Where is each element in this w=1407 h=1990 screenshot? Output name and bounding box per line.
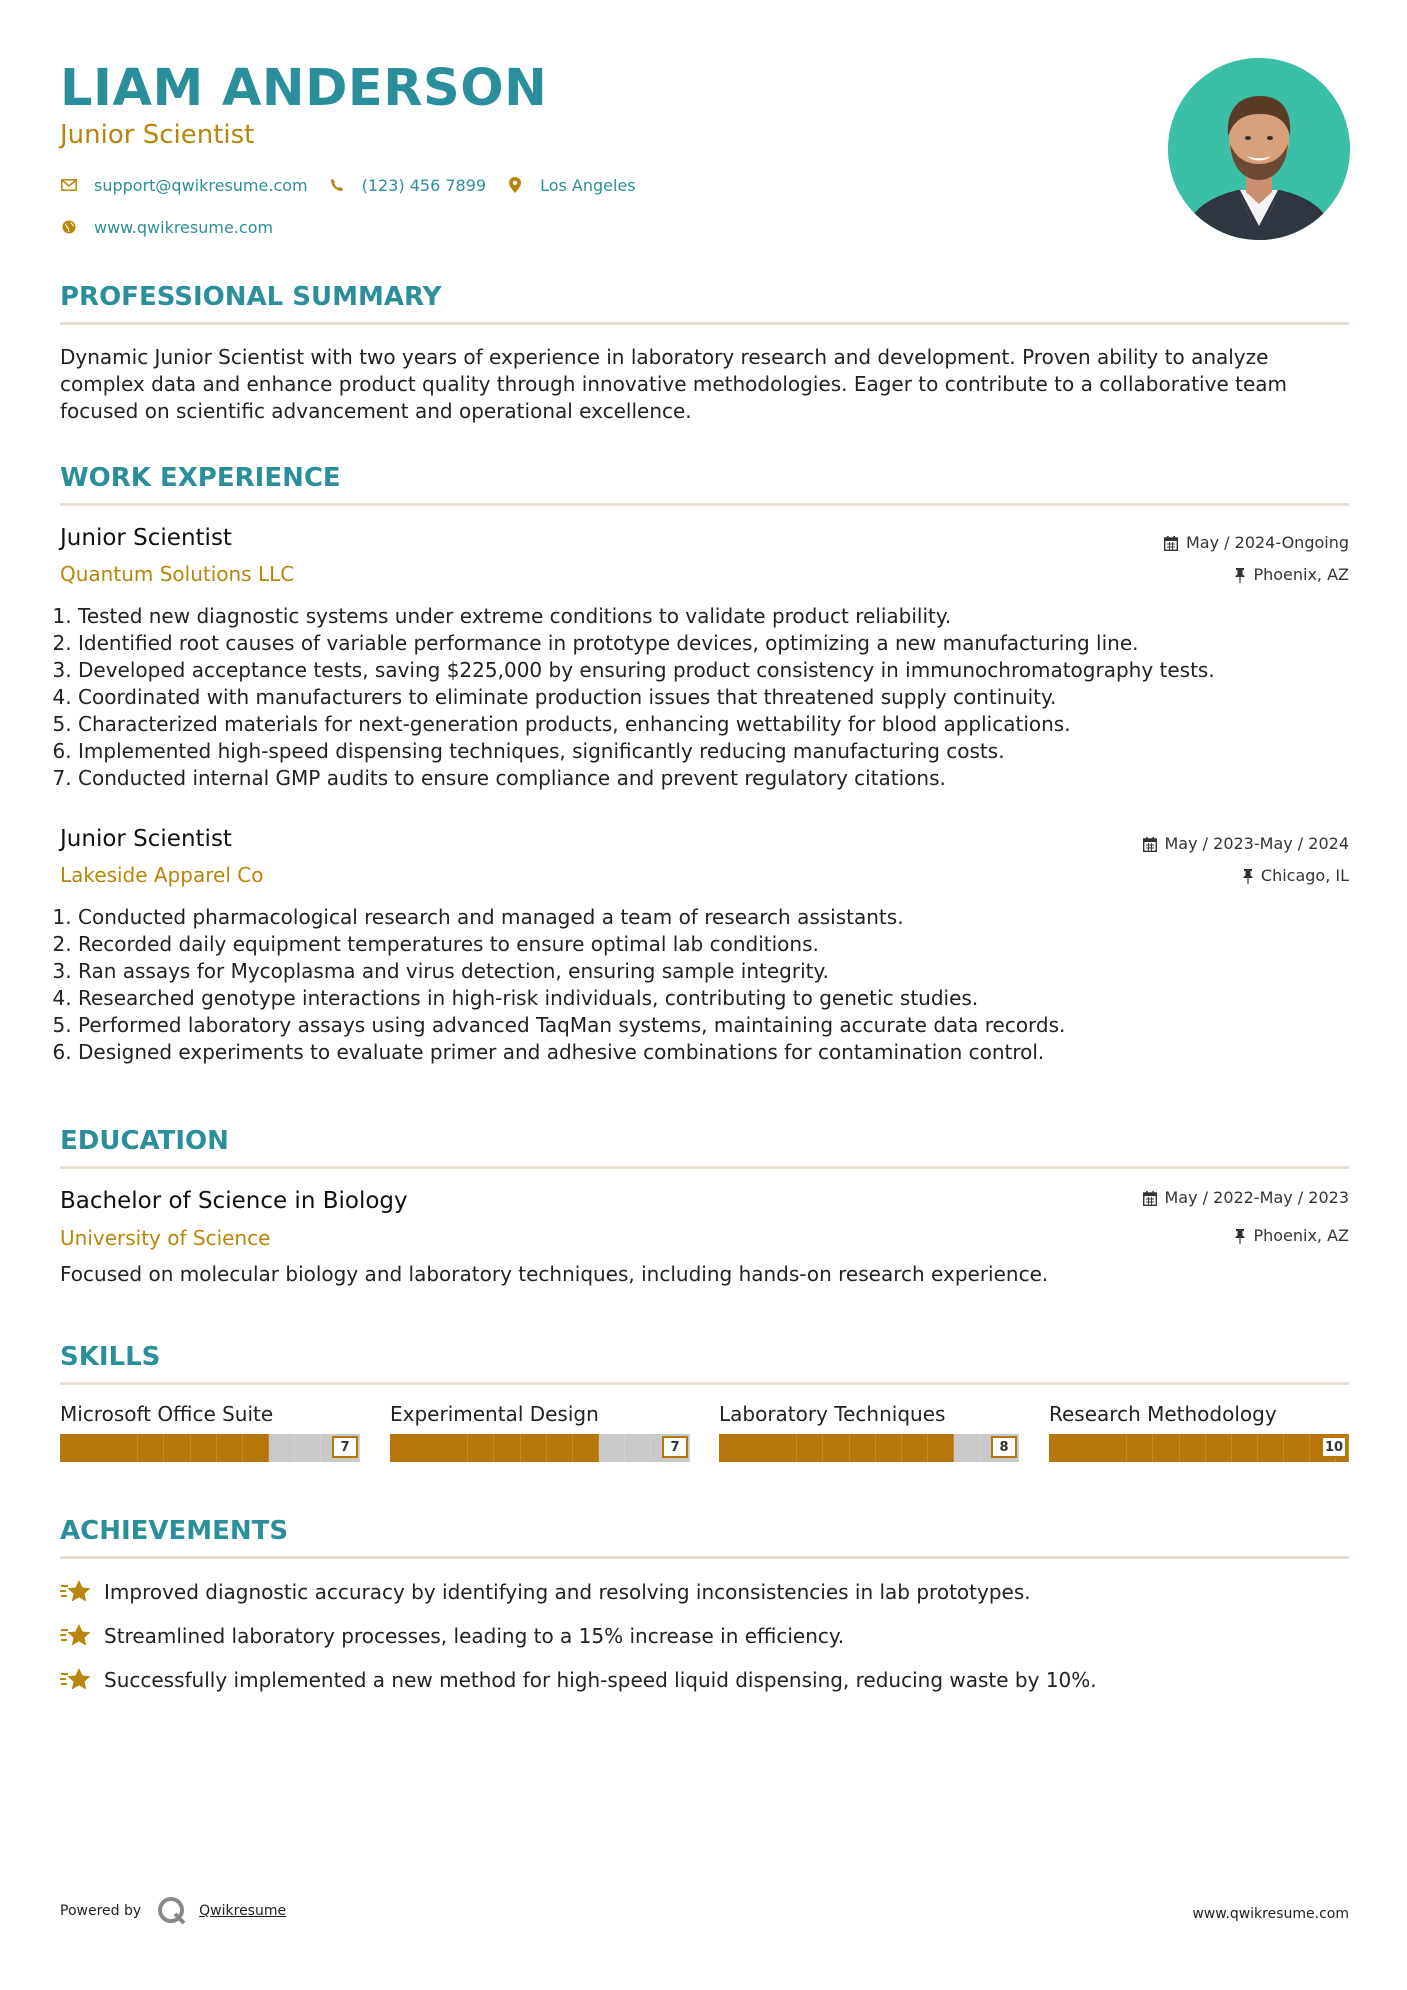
star-icon (60, 1578, 92, 1606)
skill-bar-segment (1284, 1434, 1310, 1462)
list-item: 2. Recorded daily equipment temperatures to ensure optimal lab conditions. (78, 931, 1378, 958)
education-degree: Bachelor of Science in Biology (60, 1188, 408, 1214)
job-dates: May / 2024-Ongoing (1164, 532, 1349, 554)
job-location: Chicago, IL (1243, 865, 1349, 887)
star-icon (60, 1666, 92, 1694)
skill-bar-segment (850, 1434, 876, 1462)
globe-icon (60, 218, 78, 236)
list-item: 2. Identified root causes of variable performance in prototype devices, optimizing a new manufacturing line. (78, 630, 1378, 657)
education-description: Focused on molecular biology and laboratory techniques, including hands-on research experience. (60, 1262, 1049, 1286)
section-divider (60, 1382, 1349, 1385)
footer-powered-by (60, 1896, 286, 1926)
skill-bar-segment (928, 1434, 954, 1462)
list-item: 5. Performed laboratory assays using advanced TaqMan systems, maintaining accurate data records. (78, 1012, 1378, 1039)
list-item: 5. Characterized materials for next-generation products, enhancing wettability for blood applications. (78, 711, 1378, 738)
job-title: Junior Scientist (60, 525, 232, 551)
education-location: Phoenix, AZ (1235, 1225, 1349, 1247)
website-text: www.qwikresume.com (94, 217, 274, 237)
thumbtack-icon (1243, 869, 1253, 884)
map-pin-icon (506, 176, 524, 194)
education-school: University of Science (60, 1226, 271, 1250)
contact-phone[interactable] (328, 176, 486, 195)
list-item: 3. Ran assays for Mycoplasma and virus detection, ensuring sample integrity. (78, 958, 1378, 985)
skill-bar-segment (164, 1434, 190, 1462)
skill-level-badge: 7 (332, 1436, 358, 1458)
skill-bar-segment (1049, 1434, 1127, 1462)
section-divider (60, 503, 1349, 506)
thumbtack-icon (1235, 1229, 1245, 1244)
skill-level-bar (1049, 1434, 1349, 1462)
contact-location (506, 176, 636, 195)
skill-bar-segment (521, 1434, 547, 1462)
candidate-name: LIAM ANDERSON (60, 59, 548, 118)
skill-level-badge: 7 (662, 1436, 688, 1458)
skill-bar-segment (902, 1434, 928, 1462)
profile-photo (1168, 58, 1350, 240)
job-company: Quantum Solutions LLC (60, 562, 295, 586)
experience-heading: WORK EXPERIENCE (60, 463, 341, 493)
skill-bar-segment (876, 1434, 902, 1462)
education-dates: May / 2022-May / 2023 (1143, 1187, 1350, 1209)
list-item: 3. Developed acceptance tests, saving $225,000 by ensuring product consistency in immunochromatography tests. (78, 657, 1378, 684)
qwikresume-link[interactable]: Qwikresume (199, 1903, 287, 1919)
skill-bar-segment (217, 1434, 243, 1462)
skill-bar-segment (1206, 1434, 1232, 1462)
section-divider (60, 322, 1349, 325)
skill-bar-segment (269, 1434, 295, 1462)
star-icon (60, 1622, 92, 1650)
skill-name: Experimental Design (390, 1402, 599, 1426)
skill-bar-segment (1232, 1434, 1258, 1462)
skill-level-badge: 8 (991, 1436, 1017, 1458)
job-bullets (36, 603, 1378, 792)
summary-text: Dynamic Junior Scientist with two years of experience in laboratory research and development. Proven ability to analyze complex data and enhance product quality through innovative methodologies. Eager to contribute to a collaborative team focused on scientific advancement and operational excellence. (60, 345, 1287, 423)
calendar-icon (1143, 837, 1157, 852)
skill-bar-segment (599, 1434, 625, 1462)
skill-bar-segment (1153, 1434, 1179, 1462)
skill-item (1049, 1400, 1349, 1462)
skill-bar-segment (823, 1434, 849, 1462)
skill-bar-segment (60, 1434, 138, 1462)
footer-website[interactable]: www.qwikresume.com (1192, 1906, 1349, 1922)
education-heading: EDUCATION (60, 1126, 229, 1156)
skill-bar-segment (547, 1434, 573, 1462)
skill-bar-segment (494, 1434, 520, 1462)
skill-bar-segment (295, 1434, 321, 1462)
section-divider (60, 1556, 1349, 1559)
powered-by-label: Powered by (60, 1903, 142, 1919)
achievements-heading: ACHIEVEMENTS (60, 1516, 289, 1546)
skill-bar-segment (1258, 1434, 1284, 1462)
skill-level-badge: 10 (1321, 1436, 1347, 1458)
calendar-icon (1164, 536, 1178, 551)
email-text: support@qwikresume.com (94, 175, 308, 195)
skill-name: Laboratory Techniques (719, 1402, 946, 1426)
qwikresume-logo-icon (157, 1896, 187, 1926)
location-text: Los Angeles (540, 175, 636, 195)
skill-bar-segment (1180, 1434, 1206, 1462)
skill-bar-segment (191, 1434, 217, 1462)
skill-bar-segment (1127, 1434, 1153, 1462)
achievement-item: Successfully implemented a new method for high-speed liquid dispensing, reducing waste by 10%. (60, 1666, 1097, 1694)
job-dates: May / 2023-May / 2024 (1143, 833, 1350, 855)
job-title: Junior Scientist (60, 826, 232, 852)
skill-item (390, 1400, 690, 1462)
candidate-title: Junior Scientist (60, 120, 255, 150)
skill-bar-segment (138, 1434, 164, 1462)
skill-item (60, 1400, 360, 1462)
job-company: Lakeside Apparel Co (60, 863, 264, 887)
list-item: 4. Researched genotype interactions in high-risk individuals, contributing to genetic studies. (78, 985, 1378, 1012)
list-item: 1. Conducted pharmacological research and managed a team of research assistants. (78, 904, 1378, 931)
skill-level-bar (390, 1434, 690, 1462)
phone-text: (123) 456 7899 (361, 175, 487, 195)
list-item: 6. Implemented high-speed dispensing techniques, significantly reducing manufacturing costs. (78, 738, 1378, 765)
skill-bar-segment (468, 1434, 494, 1462)
list-item: 1. Tested new diagnostic systems under extreme conditions to validate product reliability. (78, 603, 1378, 630)
skill-bar-segment (390, 1434, 468, 1462)
achievement-item: Improved diagnostic accuracy by identifying and resolving inconsistencies in lab prototypes. (60, 1578, 1031, 1606)
skill-item (719, 1400, 1019, 1462)
achievement-item: Streamlined laboratory processes, leading to a 15% increase in efficiency. (60, 1622, 844, 1650)
skill-bar-segment (243, 1434, 269, 1462)
thumbtack-icon (1235, 568, 1245, 583)
contact-info (60, 174, 656, 258)
list-item: 7. Conducted internal GMP audits to ensure compliance and prevent regulatory citations. (78, 765, 1378, 792)
skill-bar-segment (797, 1434, 823, 1462)
skill-bar-segment (625, 1434, 651, 1462)
list-item: 6. Designed experiments to evaluate primer and adhesive combinations for contamination control. (78, 1039, 1378, 1066)
job-bullets (36, 904, 1378, 1066)
job-location: Phoenix, AZ (1235, 564, 1349, 586)
summary-heading: PROFESSIONAL SUMMARY (60, 282, 442, 312)
skill-bar-segment (573, 1434, 599, 1462)
skill-name: Research Methodology (1049, 1402, 1277, 1426)
envelope-icon (60, 176, 78, 194)
section-divider (60, 1166, 1349, 1169)
skills-heading: SKILLS (60, 1342, 161, 1372)
contact-website[interactable] (60, 218, 273, 237)
phone-icon (328, 176, 346, 194)
skill-name: Microsoft Office Suite (60, 1402, 274, 1426)
skill-level-bar (719, 1434, 1019, 1462)
contact-email[interactable] (60, 176, 308, 195)
calendar-icon (1143, 1191, 1157, 1206)
skill-bar-segment (954, 1434, 980, 1462)
skill-bar-segment (719, 1434, 797, 1462)
skill-level-bar (60, 1434, 360, 1462)
list-item: 4. Coordinated with manufacturers to eliminate production issues that threatened supply continuity. (78, 684, 1378, 711)
